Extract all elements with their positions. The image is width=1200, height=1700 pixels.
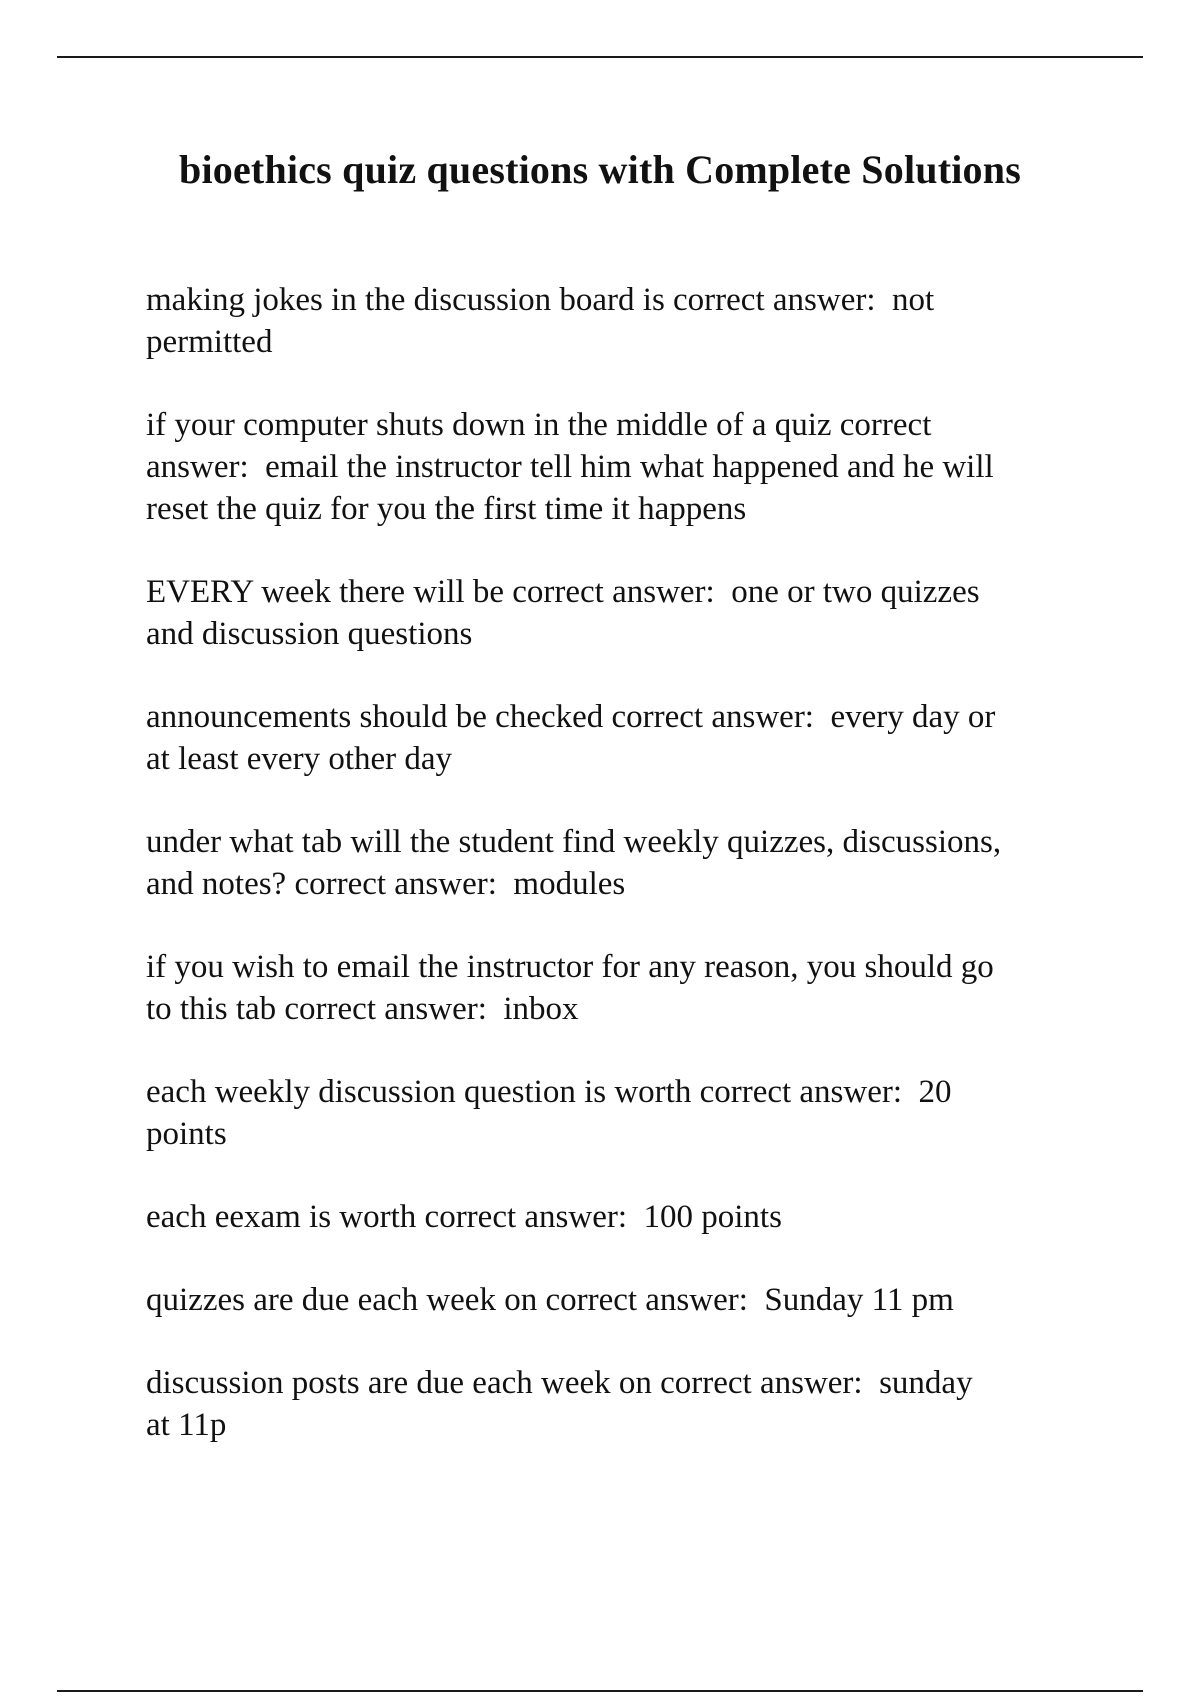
qa-item-1: making jokes in the discussion board is correct answer: not permitted xyxy=(146,282,935,360)
qa-list xyxy=(146,279,1096,1487)
qa-item-3: EVERY week there will be correct answer: one or two quizzes and discussion questions xyxy=(146,574,980,652)
qa-item-8: each eexam is worth correct answer: 100 points xyxy=(146,1199,782,1235)
page-title: bioethics quiz questions with Complete Solutions xyxy=(179,147,1021,192)
qa-item-9: quizzes are due each week on correct answer: Sunday 11 pm xyxy=(146,1282,954,1318)
qa-item-4: announcements should be checked correct answer: every day or at least every other day xyxy=(146,699,996,777)
qa-item-2: if your computer shuts down in the middle of a quiz correct answer: email the instructor tell him what happened and he will reset the quiz for you the first time it happens xyxy=(146,407,994,527)
qa-item-5: under what tab will the student find weekly quizzes, discussions, and notes? correct answer: modules xyxy=(146,824,1002,902)
qa-item-7: each weekly discussion question is worth correct answer: 20 points xyxy=(146,1074,952,1152)
top-rule xyxy=(57,56,1143,58)
qa-item-6: if you wish to email the instructor for any reason, you should go to this tab correct answer: inbox xyxy=(146,949,994,1027)
qa-item-10: discussion posts are due each week on correct answer: sunday at 11p xyxy=(146,1365,973,1443)
bottom-rule xyxy=(57,1690,1143,1692)
